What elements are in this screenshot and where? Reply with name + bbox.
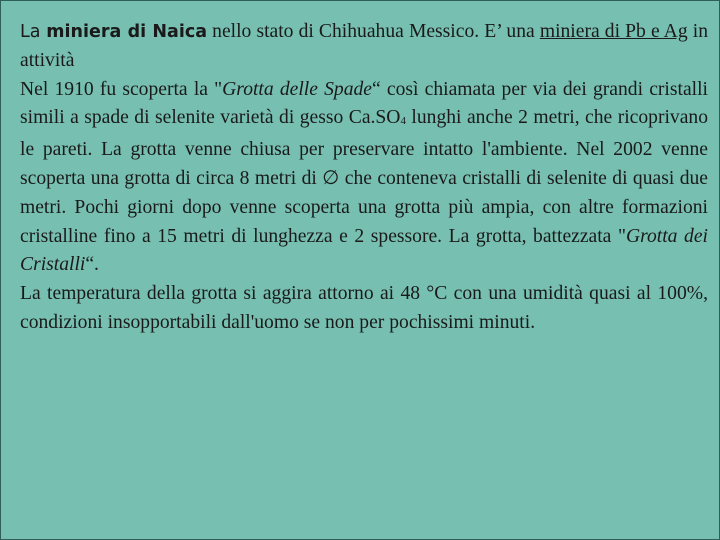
history-text-3: lunghi anche 2 metri, che ricoprivano le pareti. La grotta venne chiusa per preservare intatto l'ambiente. Nel 2002 venne scoperta una grotta di circa 8 metri di ∅ che conteneva cristalli di selenite di quasi due metri. Pochi giorni dopo venne scoperta una grotta più ampia, con altre formazioni cristalline fino a 15 metri di lunghezza e 2 spessore. La grotta, battezzata " bbox=[20, 107, 709, 247]
paragraph-intro bbox=[20, 18, 708, 76]
slide-text-block bbox=[20, 18, 708, 338]
history-text-4: “. bbox=[85, 254, 99, 276]
intro-text-3: in attività bbox=[20, 21, 708, 71]
formula-subscript: 4 bbox=[400, 115, 406, 128]
temperature-text: La temperatura della grotta si aggira attorno ai 48 °C con una umidità quasi al 100%, condizioni insopportabili dall'uomo se non per pochissimi minuti. bbox=[20, 283, 708, 333]
mine-link[interactable]: miniera di Pb e Ag bbox=[539, 21, 688, 42]
mine-name: miniera di Naica bbox=[46, 22, 208, 42]
history-text-1: Nel 1910 fu scoperta la " bbox=[20, 78, 223, 100]
cave-name-swords: Grotta delle Spade bbox=[222, 78, 372, 100]
intro-text-2: nello stato di Chihuahua Messico. E’ una bbox=[207, 21, 540, 42]
intro-text-1: La bbox=[20, 22, 47, 42]
cave-name-crystals: Grotta dei Cristalli bbox=[20, 225, 708, 276]
paragraph-history bbox=[20, 76, 708, 281]
history-text-2: “ così chiamata per via dei grandi cristalli simili a spade di selenite varietà di gesso Ca.SO bbox=[20, 78, 708, 129]
paragraph-temperature bbox=[20, 280, 708, 338]
